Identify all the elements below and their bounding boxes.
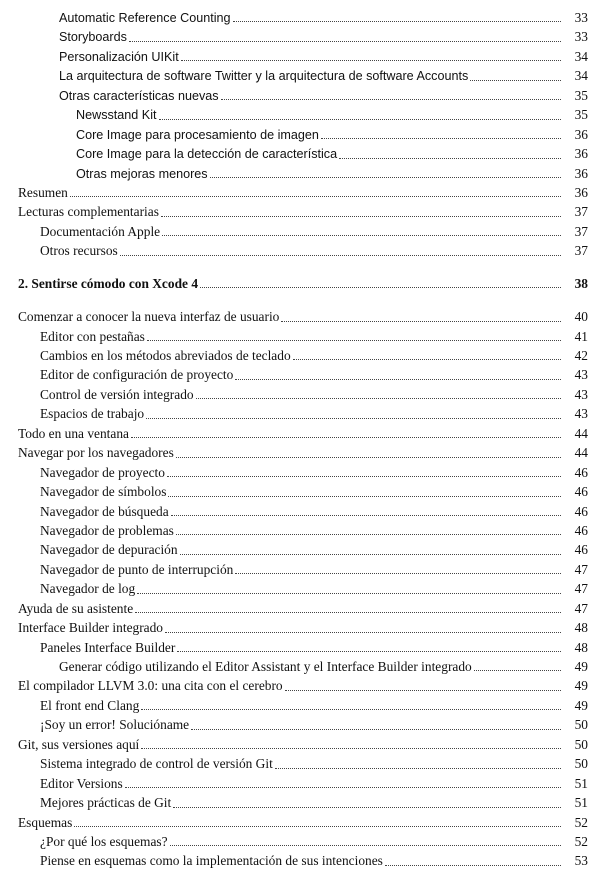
chapter-heading[interactable] (0, 274, 600, 293)
toc-entry[interactable] (0, 813, 600, 832)
toc-entry-page: 42 (574, 348, 588, 363)
dot-leader (221, 99, 561, 100)
toc-entry[interactable] (0, 365, 600, 384)
dot-leader (125, 787, 561, 788)
toc-entry-page: 37 (574, 223, 588, 239)
toc-entry-title: Resumen (18, 184, 68, 200)
dot-leader (141, 709, 561, 710)
toc-entry-page: 47 (574, 600, 588, 616)
toc-entry-page: 36 (574, 165, 588, 181)
toc-entry[interactable] (0, 735, 600, 754)
toc-entry-title: Core Image para la detección de característica (76, 147, 338, 162)
dot-leader (275, 768, 561, 769)
dot-leader (470, 80, 561, 81)
dot-leader (321, 138, 561, 139)
toc-entry[interactable] (0, 385, 600, 404)
toc-entry[interactable] (0, 696, 600, 715)
toc-entry-title: Paneles Interface Builder (40, 639, 176, 655)
toc-entry[interactable] (0, 463, 600, 482)
toc-entry[interactable] (0, 346, 600, 365)
dot-leader (233, 21, 561, 22)
toc-entry-page: 40 (574, 309, 588, 325)
toc-entry[interactable] (0, 540, 600, 559)
dot-leader (177, 651, 561, 652)
toc-entry[interactable] (0, 560, 600, 579)
toc-entry-page: 48 (574, 639, 588, 655)
toc-entry-page: 50 (574, 736, 588, 752)
toc-entry-title: Core Image para procesamiento de imagen (76, 127, 319, 142)
toc-entry[interactable] (0, 164, 600, 183)
toc-entry-page: 34 (574, 68, 588, 84)
toc-entry[interactable] (0, 832, 600, 851)
toc-entry-page: 43 (574, 406, 588, 422)
dot-leader (235, 573, 561, 574)
toc-entry[interactable] (0, 404, 600, 423)
toc-entry-page: 49 (574, 659, 588, 674)
toc-entry-page: 36 (574, 126, 588, 142)
toc-entry-title: Generar código utilizando el Editor Assistant y el Interface Builder integrado (59, 659, 472, 674)
dot-leader (74, 826, 561, 827)
toc-entry[interactable] (0, 307, 600, 326)
toc-entry-page: 47 (574, 581, 588, 597)
toc-entry[interactable] (0, 8, 600, 27)
toc-entry[interactable] (0, 774, 600, 793)
dot-leader (281, 321, 561, 322)
toc-entry-title: Navegador de búsqueda (40, 503, 169, 519)
toc-entry[interactable] (0, 86, 600, 105)
dot-leader (70, 196, 561, 197)
dot-leader (339, 158, 561, 159)
toc-entry-title: Navegador de log (40, 581, 136, 597)
toc-entry-title: Editor Versions (40, 775, 123, 791)
toc-entry[interactable] (0, 47, 600, 66)
toc-entry-title: Documentación Apple (40, 223, 161, 239)
toc-entry-page: 33 (574, 29, 588, 45)
toc-entry-page: 36 (574, 146, 588, 162)
dot-leader (293, 359, 561, 360)
toc-entry-title: Automatic Reference Counting (59, 11, 231, 25)
toc-entry-title: ¡Soy un error! Solucióname (40, 717, 190, 733)
toc-entry-page: 49 (574, 697, 588, 713)
toc-entry-page: 44 (574, 425, 588, 441)
toc-entry-title: Newsstand Kit (76, 108, 157, 123)
toc-entry-page: 43 (574, 367, 588, 383)
toc-entry-title: Esquemas (18, 814, 73, 830)
toc-entry[interactable] (0, 482, 600, 501)
dot-leader (159, 119, 562, 120)
toc-entry-title: Navegador de punto de interrupción (40, 561, 234, 577)
toc-entry-page: 50 (574, 756, 588, 772)
toc-entry-page: 34 (574, 48, 588, 64)
toc-entry[interactable] (0, 579, 600, 598)
toc-entry-page: 46 (574, 503, 588, 519)
dot-leader (135, 612, 561, 613)
dot-leader (141, 748, 561, 749)
dot-leader (176, 534, 561, 535)
toc-entry-title: ¿Por qué los esquemas? (40, 833, 168, 849)
toc-entry-title: Editor de configuración de proyecto (40, 367, 234, 383)
toc-entry-title: Otros recursos (40, 243, 118, 259)
dot-leader (162, 235, 561, 236)
toc-entry[interactable] (0, 618, 600, 637)
dot-leader (147, 340, 561, 341)
toc-entry-page: 46 (574, 522, 588, 538)
toc-entry-page: 47 (574, 561, 588, 577)
toc-entry-title: Git, sus versiones aquí (18, 736, 140, 752)
toc-entry-page: 36 (574, 184, 588, 200)
toc-entry[interactable] (0, 638, 600, 657)
toc-entry-title: Navegar por los navegadores (18, 445, 174, 461)
toc-entry[interactable] (0, 715, 600, 734)
dot-leader (176, 457, 561, 458)
toc-entry-title: Espacios de trabajo (40, 406, 145, 422)
toc-entry-page: 35 (574, 107, 588, 123)
toc-entry-page: 37 (574, 243, 588, 259)
toc-entry[interactable] (0, 599, 600, 618)
toc-entry-title: Editor con pestañas (40, 328, 145, 344)
toc-entry[interactable] (0, 222, 600, 241)
toc-entry-title: Personalización UIKit (59, 49, 179, 64)
dot-leader (129, 41, 561, 42)
toc-entry-page: 37 (574, 204, 588, 220)
dot-leader (285, 690, 561, 691)
toc-entry-title: Sistema integrado de control de versión Git (40, 756, 273, 772)
toc-entry-page: 46 (574, 542, 588, 558)
toc-entry[interactable] (0, 424, 600, 443)
toc-entry-page: 43 (574, 386, 588, 402)
dot-leader (161, 216, 561, 217)
toc-entry-page: 48 (574, 620, 588, 636)
toc-entry[interactable] (0, 125, 600, 144)
dot-leader (210, 177, 561, 178)
toc-entry-page: 33 (574, 10, 588, 25)
toc-entry-title: Navegador de problemas (40, 522, 174, 538)
toc-entry[interactable] (0, 754, 600, 773)
toc-entry-title: Comenzar a conocer la nueva interfaz de usuario (18, 309, 280, 325)
dot-leader (170, 845, 561, 846)
toc-entry-page: 51 (574, 795, 588, 811)
toc-entry[interactable] (0, 793, 600, 812)
toc-entry[interactable] (0, 502, 600, 521)
toc-entry-page: 44 (574, 445, 588, 461)
toc-entry[interactable] (0, 241, 600, 260)
toc-entry[interactable] (0, 521, 600, 540)
toc-entry-title: Interface Builder integrado (18, 620, 163, 636)
toc-entry[interactable] (0, 27, 600, 46)
toc-entry-title: El front end Clang (40, 697, 140, 713)
toc-entry[interactable] (0, 676, 600, 695)
toc-entry-title: Mejores prácticas de Git (40, 795, 172, 811)
toc-entry-title: Otras características nuevas (59, 88, 219, 103)
dot-leader (181, 60, 561, 61)
toc-entry-page: 38 (574, 275, 588, 291)
toc-entry-title: Navegador de símbolos (40, 484, 167, 500)
toc-entry-page: 52 (574, 814, 588, 830)
toc-entry[interactable] (0, 327, 600, 346)
dot-leader (200, 287, 561, 288)
toc-entry[interactable] (0, 443, 600, 462)
toc-entry[interactable] (0, 202, 600, 221)
toc-entry-page: 46 (574, 484, 588, 500)
toc-entry-title: Otras mejoras menores (76, 166, 208, 181)
dot-leader (191, 729, 561, 730)
toc-entry-title: Ayuda de su asistente (18, 600, 134, 616)
toc-entry-title: Piense en esquemas como la implementación de sus intenciones (40, 853, 383, 869)
toc-entry-page: 53 (574, 853, 588, 869)
toc-entry-title: Storyboards (59, 30, 127, 45)
toc-entry-page: 46 (574, 464, 588, 480)
toc-entry[interactable] (0, 657, 600, 676)
toc-entry-page: 52 (574, 833, 588, 849)
toc-entry[interactable] (0, 105, 600, 124)
table-of-contents (0, 8, 600, 871)
dot-leader (146, 418, 561, 419)
toc-entry[interactable] (0, 183, 600, 202)
toc-entry-title: Navegador de depuración (40, 542, 178, 558)
dot-leader (120, 255, 561, 256)
dot-leader (171, 515, 561, 516)
dot-leader (474, 670, 561, 671)
toc-entry-page: 50 (574, 717, 588, 733)
toc-entry-title: 2. Sentirse cómodo con Xcode 4 (18, 275, 199, 291)
dot-leader (165, 632, 561, 633)
toc-entry[interactable] (0, 144, 600, 163)
dot-leader (131, 437, 561, 438)
toc-entry-page: 49 (574, 678, 588, 694)
dot-leader (196, 398, 561, 399)
dot-leader (137, 593, 561, 594)
dot-leader (173, 807, 561, 808)
toc-entry-page: 51 (574, 775, 588, 791)
toc-entry-title: Navegador de proyecto (40, 464, 165, 480)
toc-entry[interactable] (0, 66, 600, 85)
toc-entry-page: 41 (574, 328, 588, 344)
toc-entry-title: Lecturas complementarias (18, 204, 159, 220)
toc-entry-title: El compilador LLVM 3.0: una cita con el cerebro (18, 678, 283, 694)
toc-entry[interactable] (0, 851, 600, 870)
dot-leader (235, 379, 561, 380)
toc-entry-title: La arquitectura de software Twitter y la arquitectura de software Accounts (59, 69, 469, 84)
dot-leader (167, 476, 561, 477)
dot-leader (385, 865, 561, 866)
toc-entry-title: Todo en una ventana (18, 425, 129, 441)
toc-entry-page: 35 (574, 87, 588, 103)
toc-entry-title: Control de versión integrado (40, 386, 194, 402)
toc-entry-title: Cambios en los métodos abreviados de teclado (40, 348, 291, 363)
dot-leader (168, 496, 561, 497)
dot-leader (180, 554, 561, 555)
